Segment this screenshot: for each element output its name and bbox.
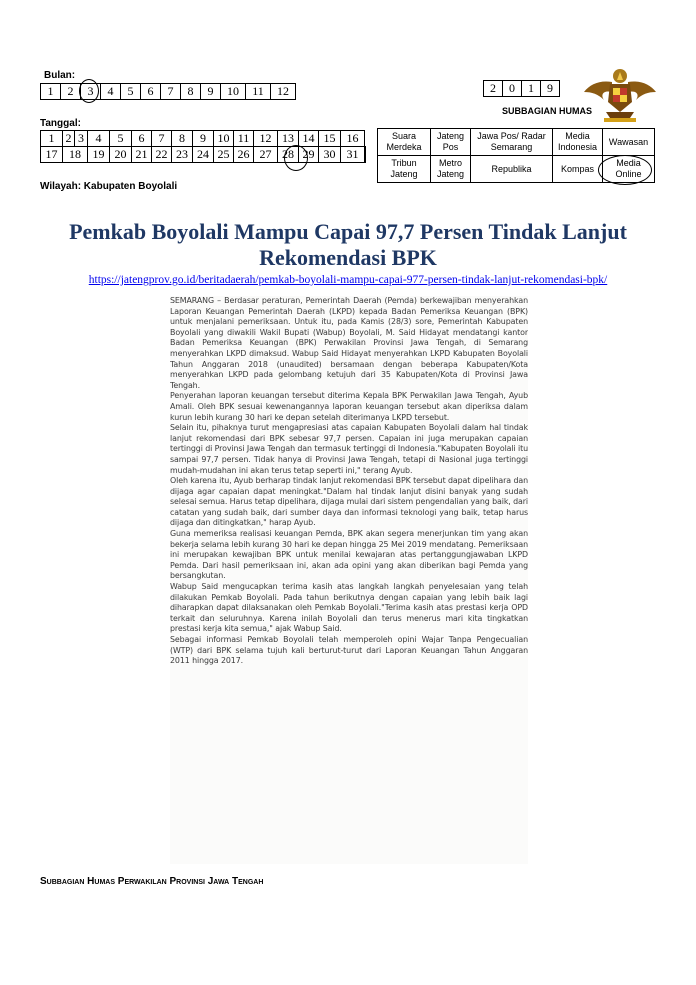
article-paragraph: Selain itu, pihaknya turut mengapresiasi atas capaian Kabupaten Boyolali dalam hal tindak lanjut rekomendasi dari BPK sebesar 97,7 persen. Capaian ini juga merupakan capaian tertinggi di Provinsi Jawa Tengah dan termasuk tertinggi di Indonesia."Kabupaten Boyolali itu sampai 97,7 persen. Tidak hanya di Provinsi Jawa Tengah, tetapi di Nasional juga tertinggi mudah-mudahan ini akan terus tetap seperti ini," terang Ayub. [170, 423, 528, 475]
date-cell: 16 [341, 131, 365, 147]
date-grid [40, 130, 366, 163]
month-cell: 2 [61, 84, 81, 100]
month-cell: 3 [81, 84, 101, 100]
article-paragraph: SEMARANG – Berdasar peraturan, Pemerintah Daerah (Pemda) berkewajiban menyerahkan Laporan Keuangan Pemerintah Daerah (LKPD) kepada Badan Pemeriksa Keuangan (BPK) untuk menjalani pemeriksaan. Untuk itu, pada Kamis (28/3) sore, Pemerintah Kabupaten Boyolali yang diwakili Wakil Bupati (Wabup) Boyolali, M. Said Hidayat mendatangi kantor Badan Pemeriksa Keuangan (BPK) Perwakilan Provinsi Jawa Tengah, di Semarang menyerahkan LKPD dimaksud. Wabup Said Hidayat menyerahkan LKPD Kabupaten Boyolali Tahun Anggaran 2018 (unaudited) bersamaan dengan beberapa Kabupaten/Kota menyerahkan LKPD pada gelombang ketujuh dari 35 Kabupaten/Kota di Provinsi Jawa Tengah. [170, 296, 528, 390]
media-cell: Suara Merdeka [378, 129, 431, 156]
month-cell: 4 [101, 84, 121, 100]
footer-label: Subbagian Humas Perwakilan Provinsi Jawa Tengah [40, 876, 264, 887]
year-digit: 1 [522, 81, 541, 97]
date-cell: 19 [88, 147, 110, 163]
date-cell: 11 [234, 131, 254, 147]
month-cell: 8 [181, 84, 201, 100]
source-link[interactable]: https://jatengprov.go.id/beritadaerah/pemkab-boyolali-mampu-capai-977-persen-tindak-lanjut-rekomendasi-bpk/ [88, 274, 608, 286]
article-paragraph: Oleh karena itu, Ayub berharap tindak lanjut rekomendasi BPK tersebut dapat dipelihara dan dijaga agar capaian dapat meningkat."Dalam hal tindak lanjut disini banyak yang sudah selesai semua. Harus tetap dipelihara, dijaga mulai dari sistem pengendalian yang baik, dari catatan yang sudah baik, dari sumber daya dan informasi teknologi yang baik, tetap harus dijaga dan ditingkatkan," harap Ayub. [170, 476, 528, 528]
media-cell: Wawasan [603, 129, 655, 156]
date-cell: 9 [193, 131, 214, 147]
wilayah-label: Wilayah: Kabupaten Boyolali [40, 181, 178, 192]
date-cell: 1 [41, 131, 63, 147]
year-digit: 9 [541, 81, 560, 97]
date-cell: 18 [63, 147, 88, 163]
article-headline: Pemkab Boyolali Mampu Capai 97,7 Persen Tindak Lanjut Rekomendasi BPK [69, 219, 627, 270]
date-cell: 13 [278, 131, 299, 147]
date-cell: 20 [110, 147, 132, 163]
date-cell: 3 [75, 131, 88, 147]
selected-media-circle [598, 155, 652, 185]
month-cell: 12 [271, 84, 296, 100]
date-cell [365, 147, 366, 163]
media-cell: Republika [471, 156, 553, 183]
media-cell: Tribun Jateng [378, 156, 431, 183]
date-cell: 29 [299, 147, 319, 163]
year-digit: 0 [503, 81, 522, 97]
article-body [170, 296, 528, 864]
month-cell: 9 [201, 84, 221, 100]
selected-date-circle [284, 145, 308, 171]
media-cell: Media Indonesia [553, 129, 603, 156]
date-cell: 15 [319, 131, 341, 147]
media-cell: Kompas [553, 156, 603, 183]
date-cell: 27 [254, 147, 278, 163]
month-cell: 10 [221, 84, 246, 100]
month-cell: 6 [141, 84, 161, 100]
date-cell: 28 [278, 147, 299, 163]
article-paragraph: Guna memeriksa realisasi keuangan Pemda, BPK akan segera menerjunkan tim yang akan bekerja selama lebih kurang 30 hari ke depan hingga 25 Mei 2019 mendatang. Pemeriksaan ini merupakan kewajiban BPK untuk menilai kewajaran atas pertanggungjawaban LKPD Pemda. Dari hasil pemeriksaan ini, akan ada opini yang akan diberikan bagi Pemda yang bersangkutan. [170, 529, 528, 581]
month-cell: 11 [246, 84, 271, 100]
bulan-label: Bulan: [44, 70, 76, 81]
date-cell: 23 [172, 147, 193, 163]
year-box [483, 80, 560, 97]
article-paragraph: Sebagai informasi Pemkab Boyolali telah memperoleh opini Wajar Tanpa Pengecualian (WTP) dari BPK selama tujuh kali berturut-turut dari Laporan Keuangan Tahun Anggaran 2011 hingga 2017. [170, 635, 528, 666]
date-cell: 8 [172, 131, 193, 147]
month-cell: 7 [161, 84, 181, 100]
date-cell: 14 [299, 131, 319, 147]
tanggal-label: Tanggal: [40, 118, 81, 129]
media-cell: Metro Jateng [431, 156, 471, 183]
media-cell: Media Online [603, 156, 655, 183]
selected-month-circle [79, 79, 99, 103]
date-cell: 4 [88, 131, 110, 147]
date-cell: 2 [63, 131, 75, 147]
date-cell: 26 [234, 147, 254, 163]
date-cell: 21 [132, 147, 152, 163]
date-cell: 30 [319, 147, 341, 163]
year-digit: 2 [484, 81, 503, 97]
date-cell: 12 [254, 131, 278, 147]
date-cell: 31 [341, 147, 365, 163]
article-paragraph: Penyerahan laporan keuangan tersebut diterima Kepala BPK Perwakilan Jawa Tengah, Ayub Amali. Oleh BPK sesuai kewenangannya laporan keuangan tersebut akan diperiksa dalam kurun lebih kurang 30 hari ke depan setelah diterimanya LKPD tersebut. [170, 391, 528, 422]
date-cell: 22 [152, 147, 172, 163]
date-cell: 5 [110, 131, 132, 147]
date-cell: 6 [132, 131, 152, 147]
month-cell: 5 [121, 84, 141, 100]
media-cell: Jawa Pos/ Radar Semarang [471, 129, 553, 156]
garuda-emblem-icon [582, 66, 658, 124]
date-cell: 24 [193, 147, 214, 163]
date-cell: 25 [214, 147, 234, 163]
date-cell: 10 [214, 131, 234, 147]
date-cell: 17 [41, 147, 63, 163]
media-cell: Jateng Pos [431, 129, 471, 156]
article-paragraph: Wabup Said mengucapkan terima kasih atas langkah langkah penyelesaian yang telah dilakukan Pemkab Boyolali. Pada tahun berikutnya dengan capaian yang lebih baik lagi diharapkan dapat dilaksanakan oleh Pemkab Boyolali."Terima kasih atas prestasi kerja OPD terkait dan seluruhnya. Karena inilah Boyolali dan terus menerus mari kita tingkatkan prestasi kerja kita semua," ajak Wabup Said. [170, 582, 528, 634]
month-cell: 1 [41, 84, 61, 100]
subbagian-humas-label: SUBBAGIAN HUMAS [502, 106, 592, 116]
date-cell: 7 [152, 131, 172, 147]
